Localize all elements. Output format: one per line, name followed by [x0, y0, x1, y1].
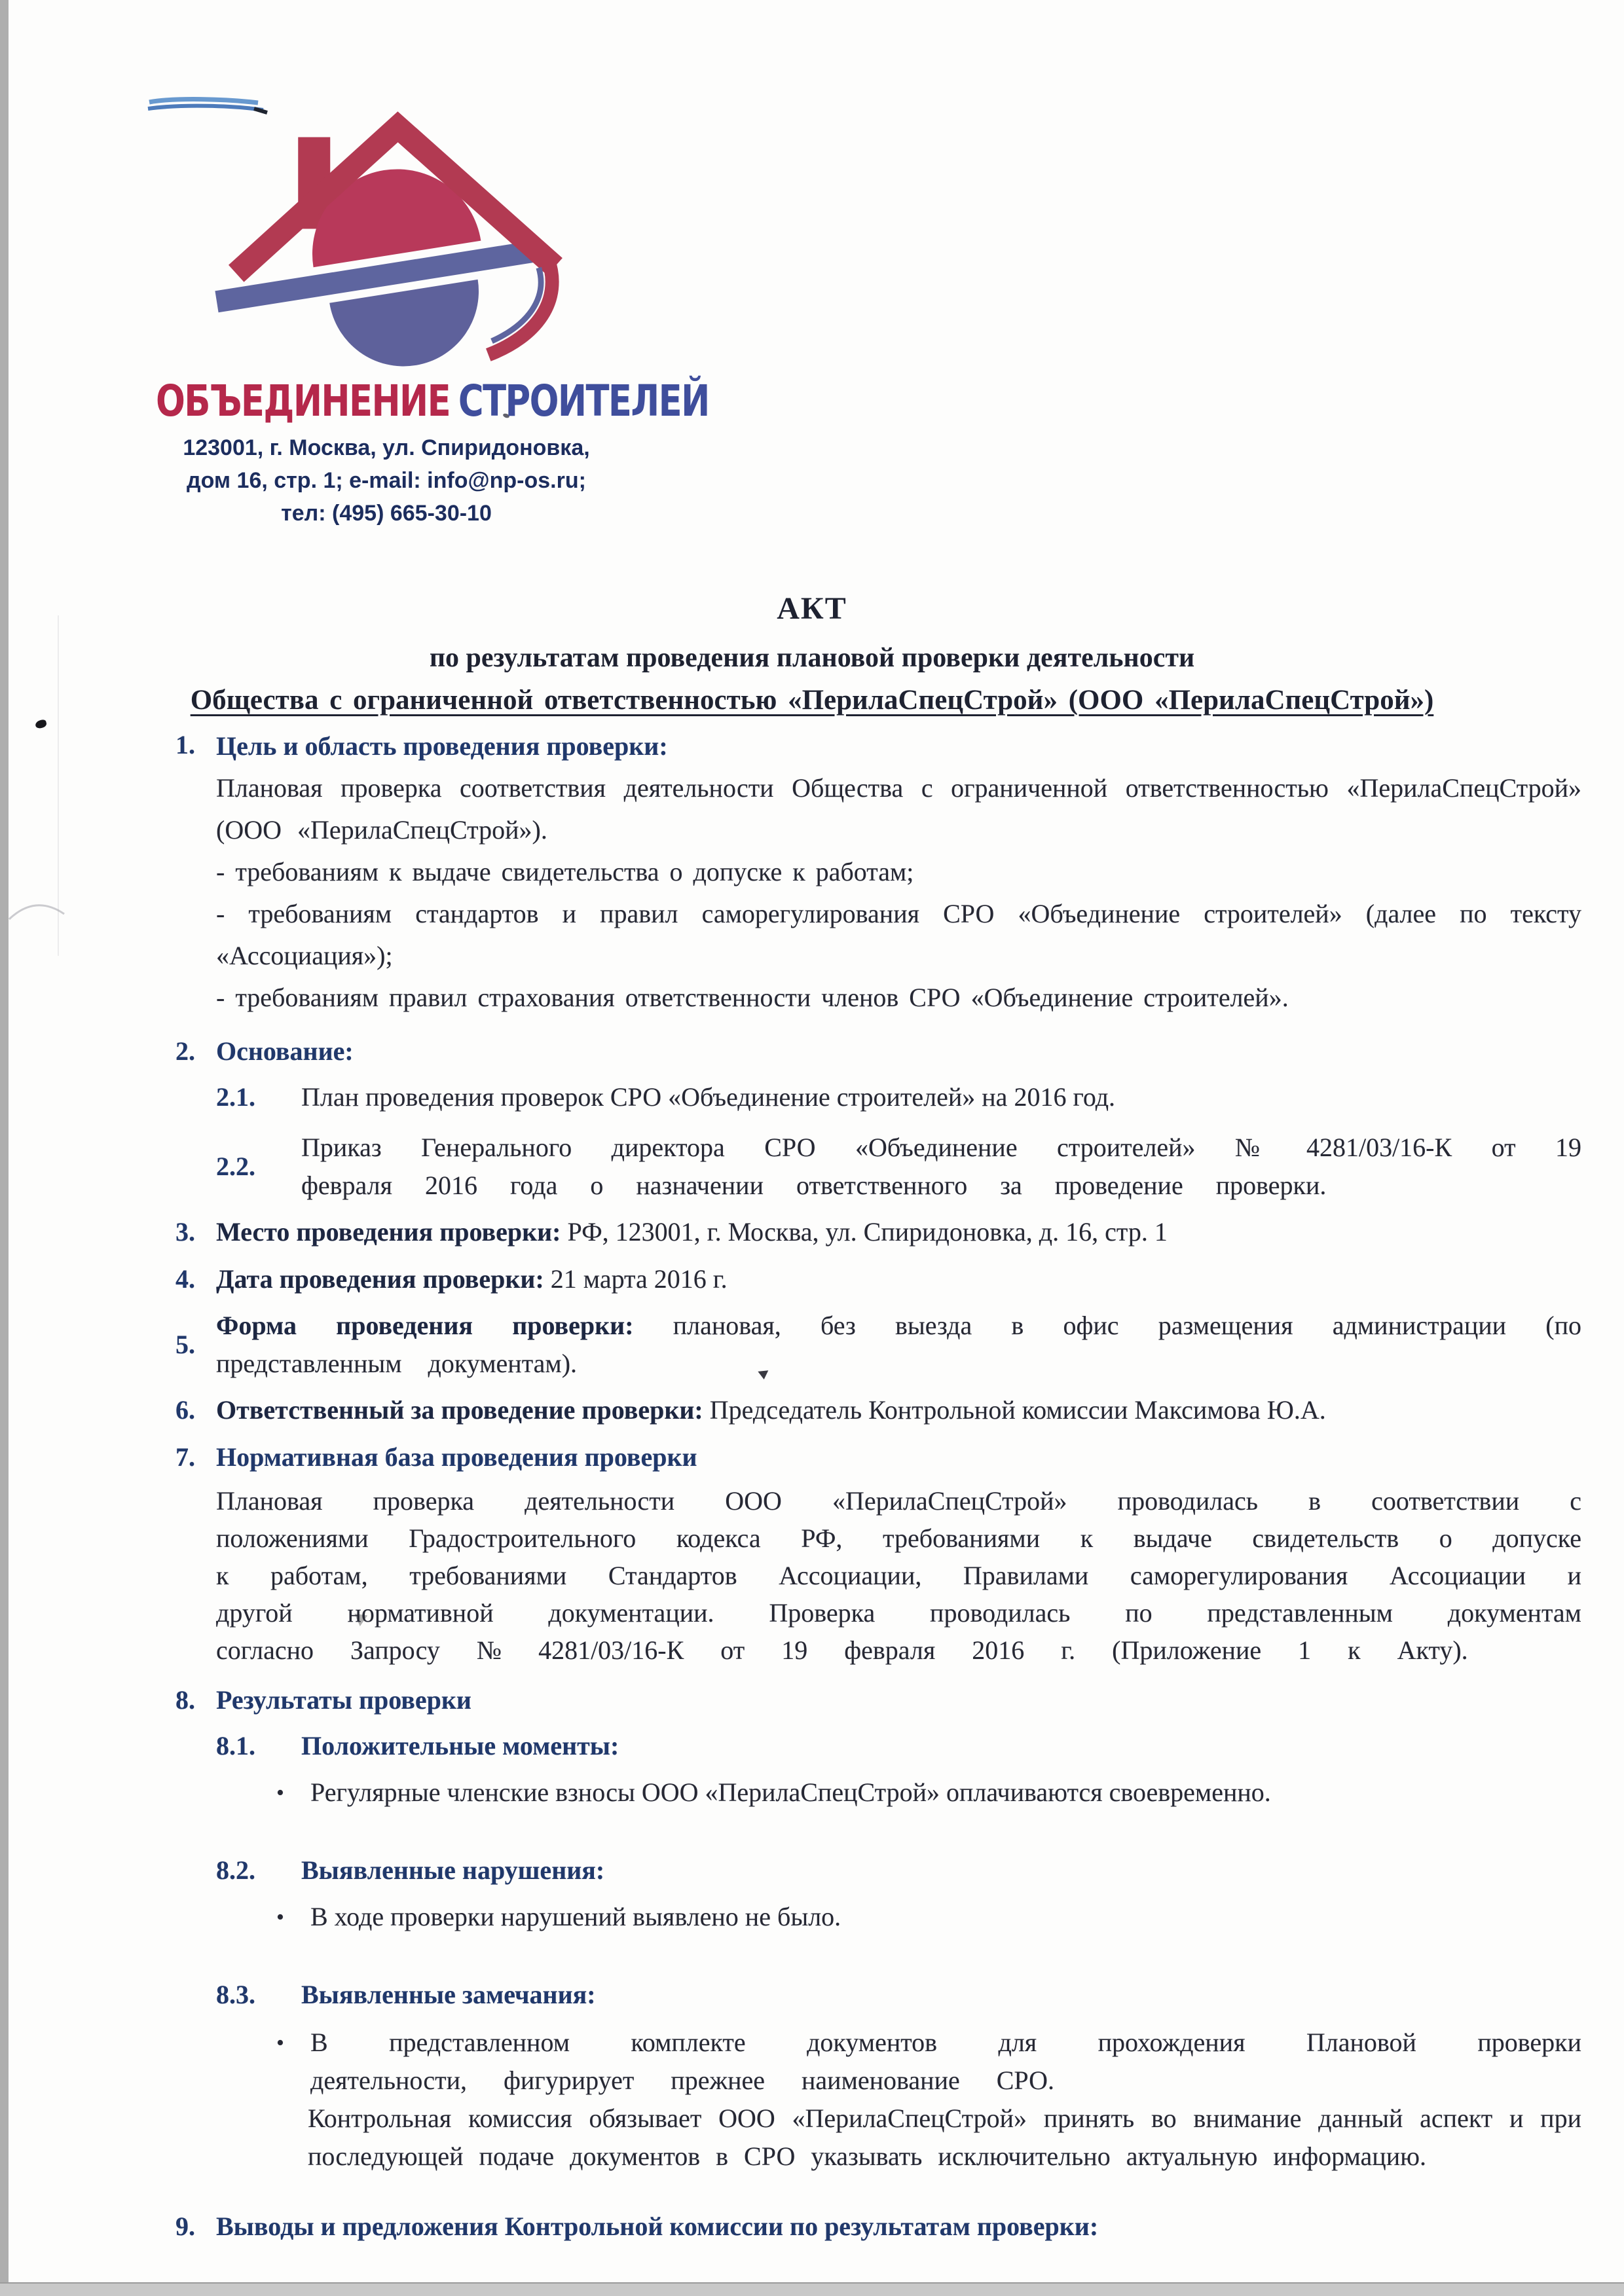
bullet-item: [274, 2024, 1581, 2100]
dash-item: - требованиям к выдаче свидетельства о допуске к работам;: [216, 857, 914, 886]
section-number: 4.: [175, 1264, 195, 1294]
section-heading: Выводы и предложения Контрольной комиссии по результатам проверки:: [216, 2212, 1099, 2241]
document-title-block: [0, 591, 1624, 716]
document-body: [175, 725, 1581, 2245]
section-1-goal: [175, 725, 1581, 1019]
bullet-dot: •: [276, 1905, 284, 1929]
address-line: дом 16, стр. 1; e-mail: info@np-os.ru;: [187, 468, 586, 493]
org-name: [156, 376, 709, 426]
sub-section-heading: Выявленные замечания:: [301, 1980, 596, 2009]
builders-association-logo-icon: [203, 90, 570, 372]
sub-item-2-2: [216, 1129, 1581, 1205]
section-3-place: [175, 1212, 1581, 1252]
section-number: 5.: [175, 1330, 195, 1359]
section-number: 1.: [175, 730, 195, 759]
section-heading: Цель и область проведения проверки:: [216, 731, 668, 761]
field-value: РФ, 123001, г. Москва, ул. Спиридоновка, д. 16, стр. 1: [567, 1217, 1168, 1247]
field-value: Председатель Контрольной комиссии Максимова Ю.А.: [709, 1395, 1326, 1425]
dash-item: - требованиям правил страхования ответственности членов СРО «Объединение строителей».: [216, 983, 1289, 1012]
page-title: АКТ: [777, 591, 847, 626]
section-number: 2.: [175, 1036, 195, 1066]
bullet-text: Регулярные членские взносы ООО «ПерилаСпецСтрой» оплачиваются своевременно.: [310, 1777, 1271, 1807]
sub-section-number: 8.1.: [216, 1731, 255, 1760]
page-subtitle: по результатам проведения плановой проверки деятельности: [429, 643, 1195, 673]
section-9-conclusions: [175, 2208, 1581, 2245]
bullet-text: В представленном комплекте документов для прохождения Плановой проверки деятельности, фигурирует прежнее наименование СРО.: [310, 2028, 1581, 2095]
sub-section-heading: Положительные моменты:: [301, 1731, 619, 1760]
field-label: Место проведения проверки:: [216, 1217, 561, 1247]
bullet-item: [274, 1774, 1581, 1813]
sub-item-number: 2.2.: [216, 1152, 255, 1181]
bullet-text: В ходе проверки нарушений выявлено не было.: [310, 1902, 841, 1931]
section-number: 3.: [175, 1217, 195, 1247]
section-paragraph: Плановая проверка деятельности ООО «ПерилаСпецСтрой» проводилась в соответствии с положениями Градостроительного кодекса РФ, требованиями к выдаче свидетельств о допуске к работам, требованиями Стандартов Ассоциации, Правилами саморегулирования Ассоциации и другой нормативной документации. Проверка проводилась по представленным документам согласно Запросу № 4281/03/16-К от 19 февраля 2016 г. (Приложение 1 к Акту).: [216, 1486, 1581, 1665]
scanner-edge-left: [0, 0, 9, 2296]
section-4-date: [175, 1260, 1581, 1299]
bullet-dot: •: [276, 2031, 284, 2055]
sub-item-text: Приказ Генерального директора СРО «Объединение строителей» № 4281/03/16-К от 19 февраля 2016 года о назначении ответственного за проведение проверки.: [301, 1133, 1581, 1200]
bullet-continuation-text: Контрольная комиссия обязывает ООО «ПерилаСпецСтрой» принять во внимание данный аспект и при последующей подаче документов в СРО указывать исключительно актуальную информацию.: [308, 2104, 1581, 2171]
ink-speck: [35, 719, 47, 729]
section-5-form: [175, 1307, 1581, 1383]
dash-item: - требованиям стандартов и правил саморегулирования СРО «Объединение строителей» (далее по тексту «Ассоциация»);: [216, 899, 1581, 970]
field-value: плановая, без выезда в офис размещения администрации (по представленным документам).: [216, 1311, 1582, 1378]
scanner-edge-bottom: [0, 2282, 1624, 2296]
address-line: тел: (495) 665-30-10: [281, 501, 492, 526]
section-7-normative-base: [175, 1438, 1581, 1669]
org-address: [98, 431, 674, 530]
sub-section-8-2: [216, 1851, 1581, 1890]
sub-item-number: 2.1.: [216, 1082, 255, 1112]
pencil-mark: [5, 888, 68, 928]
sub-section-8-3: [216, 1975, 1581, 2014]
org-name-word-red: ОБЪЕДИНЕНИЕ: [156, 376, 451, 426]
field-value: 21 марта 2016 г.: [550, 1264, 728, 1294]
sub-item-2-1: [216, 1078, 1581, 1117]
section-number: 9.: [175, 2212, 195, 2241]
section-heading: Основание:: [216, 1036, 354, 1066]
section-2-basis: [175, 1032, 1581, 1205]
bullet-dot: •: [276, 1781, 284, 1805]
section-number: 7.: [175, 1442, 195, 1472]
page-subtitle-company: Общества с ограниченной ответственностью «ПерилаСпецСтрой» (ООО «ПерилаСпецСтрой»): [190, 685, 1434, 716]
section-number: 6.: [175, 1395, 195, 1425]
sub-item-text: План проведения проверок СРО «Объединение строителей» на 2016 год.: [301, 1082, 1116, 1112]
org-name-word-blue: СТРОИТЕЛЕЙ: [458, 376, 709, 426]
section-paragraph: Плановая проверка соответствия деятельности Общества с ограниченной ответственностью «ПерилаСпецСтрой» (ООО «ПерилаСпецСтрой»).: [216, 773, 1581, 845]
sub-section-number: 8.2.: [216, 1855, 255, 1885]
section-6-responsible: [175, 1391, 1581, 1430]
sub-section-8-1: [216, 1726, 1581, 1766]
sub-section-number: 8.3.: [216, 1980, 255, 2009]
field-label: Дата проведения проверки:: [216, 1264, 544, 1294]
letterhead: [98, 90, 709, 530]
bullet-item: [274, 1898, 1581, 1937]
sub-section-heading: Выявленные нарушения:: [301, 1855, 605, 1885]
address-line: 123001, г. Москва, ул. Спиридоновка,: [183, 435, 590, 460]
section-number: 8.: [175, 1685, 195, 1715]
field-label: Форма проведения проверки:: [216, 1311, 634, 1340]
section-heading: Результаты проверки: [216, 1685, 471, 1715]
field-label: Ответственный за проведение проверки:: [216, 1395, 703, 1425]
section-heading: Нормативная база проведения проверки: [216, 1442, 697, 1472]
section-8-results: [175, 1681, 1581, 2176]
